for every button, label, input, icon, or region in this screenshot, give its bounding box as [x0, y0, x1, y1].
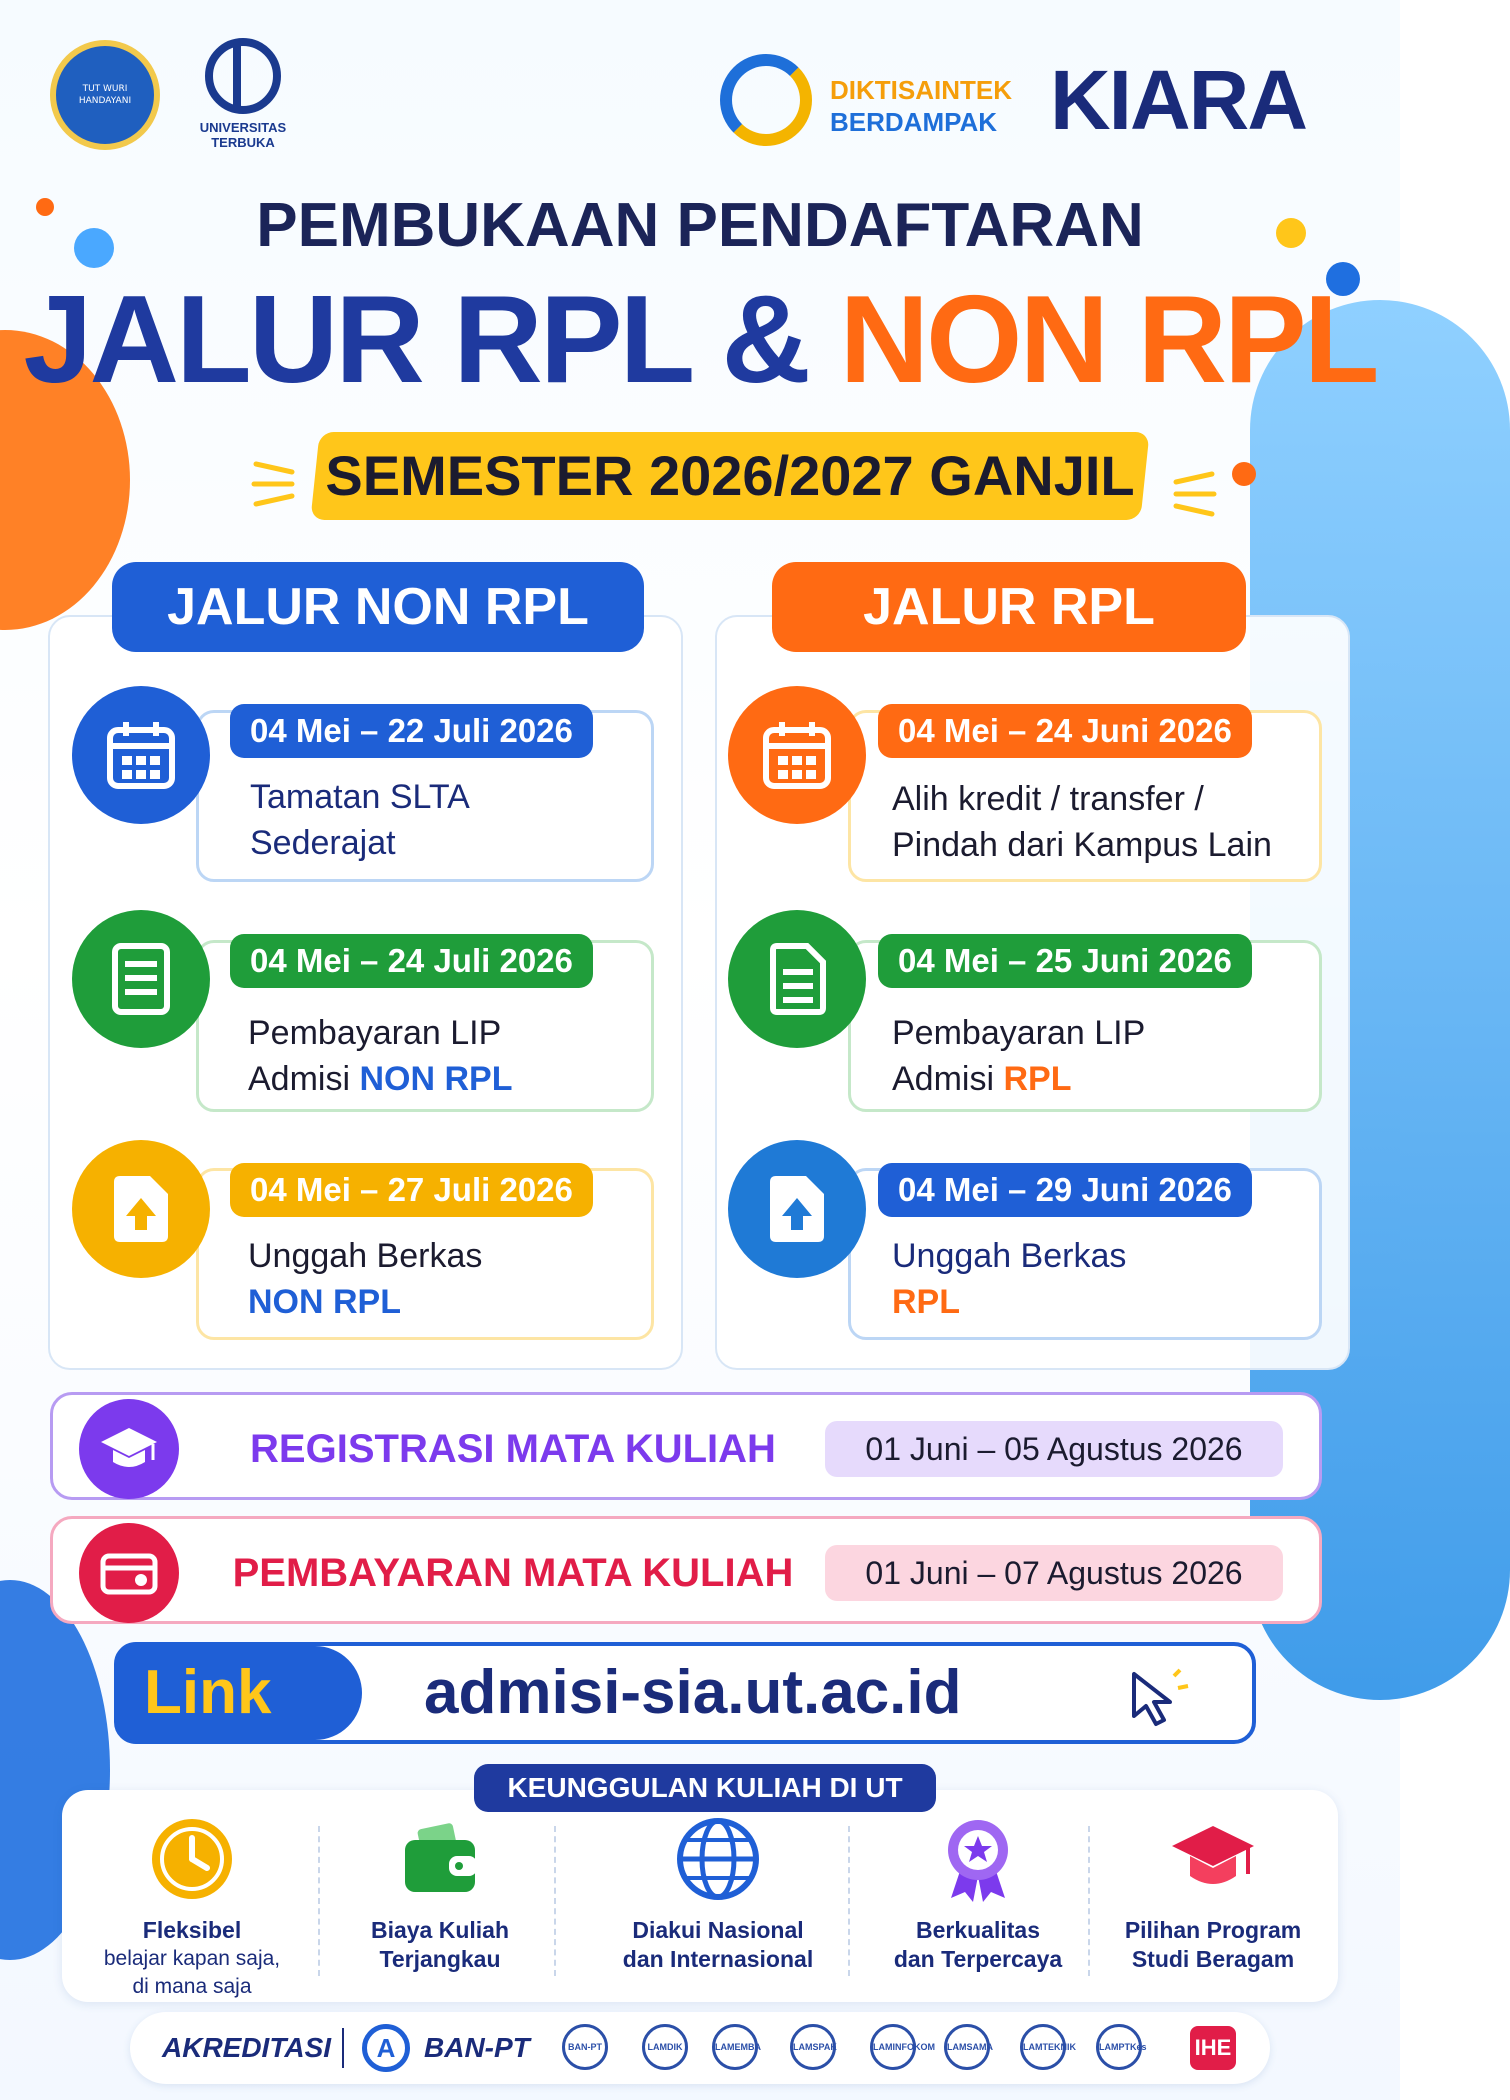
- semester-text: SEMESTER 2026/2027 GANJIL: [325, 444, 1135, 507]
- rpl-desc-3-line2: RPL: [892, 1283, 960, 1321]
- rpl-desc-3-line1: Unggah Berkas: [892, 1237, 1127, 1275]
- clock-icon: [149, 1816, 235, 1902]
- non-rpl-desc-3-line2: NON RPL: [248, 1283, 401, 1321]
- lamspak-logo: LAMSPAK: [790, 2024, 836, 2070]
- non-rpl-desc-2-line1: Pembayaran LIP: [248, 1014, 502, 1052]
- diktisaintek-line2: BERDAMPAK: [830, 107, 998, 137]
- ban-pt-a-icon: A: [362, 2024, 410, 2072]
- lamsama-logo: LAMSAMA: [944, 2024, 990, 2070]
- feature-diakui-line2: dan Internasional: [622, 1946, 814, 1972]
- feature-biaya-title: [330, 1916, 550, 1974]
- non-rpl-desc-1-line1: Tamatan SLTA: [250, 778, 470, 816]
- feature-diakui: [588, 1816, 848, 1974]
- rpl-desc-2-line1: Pembayaran LIP: [892, 1014, 1146, 1052]
- link-url[interactable]: admisi-sia.ut.ac.id: [424, 1658, 962, 1727]
- feature-berkualitas-title: [868, 1916, 1088, 1974]
- non-rpl-desc-2-admisi: Admisi: [248, 1060, 360, 1098]
- kiara-logo: KIARA: [1050, 53, 1306, 147]
- document-icon: [728, 910, 866, 1048]
- cursor-icon: [1128, 1668, 1192, 1728]
- link-label: Link: [144, 1658, 272, 1727]
- akreditasi-bar: [130, 2012, 1270, 2084]
- rpl-heading: JALUR RPL: [772, 562, 1246, 652]
- non-rpl-desc-3-line1: Unggah Berkas: [248, 1237, 483, 1275]
- sparkle-right-icon: [1162, 460, 1222, 520]
- calendar-icon: [728, 686, 866, 824]
- divider: [318, 1826, 320, 1976]
- document-icon: [72, 910, 210, 1048]
- lamdik-logo: LAMDIK: [642, 2024, 688, 2070]
- lamptkes-logo: LAMPTKes: [1096, 2024, 1142, 2070]
- emblem-motto: TUT WURI HANDAYANI: [78, 84, 132, 106]
- feature-pilihan-program: [1098, 1816, 1328, 1974]
- lamteknik-logo: LAMTEKNIK: [1020, 2024, 1066, 2070]
- non-rpl-date-1: 04 Mei – 22 Juli 2026: [230, 704, 593, 758]
- feature-fleksibel-sub2: di mana saja: [132, 1975, 252, 1998]
- ban-pt-label: BAN-PT: [424, 2032, 530, 2063]
- keunggulan-panel: [62, 1790, 1338, 2002]
- graduation-cap-icon: [1170, 1816, 1256, 1902]
- headline-jalur-rpl: JALUR RPL &: [23, 271, 840, 409]
- feature-fleksibel-title: Fleksibel: [142, 1917, 242, 1943]
- rpl-date-3: 04 Mei – 29 Juni 2026: [878, 1163, 1252, 1217]
- registrasi-label: REGISTRASI MATA KULIAH: [250, 1427, 776, 1471]
- pembayaran-date: 01 Juni – 07 Agustus 2026: [825, 1545, 1283, 1601]
- rpl-desc-2-line2: [892, 1056, 1145, 1102]
- rpl-date-1: 04 Mei – 24 Juni 2026: [878, 704, 1252, 758]
- tut-wuri-handayani-emblem: [50, 40, 160, 150]
- non-rpl-desc-1-line2: Sederajat: [250, 824, 396, 862]
- payment-card-icon: [79, 1523, 179, 1623]
- graduation-cap-icon: [79, 1399, 179, 1499]
- rpl-desc-1: [892, 776, 1272, 868]
- rpl-desc-2: [892, 1010, 1145, 1102]
- diktisaintek-text: [830, 74, 1012, 138]
- akreditasi-label: AKREDITASI: [162, 2032, 332, 2063]
- diktisaintek-logo: [720, 50, 1020, 150]
- rpl-date-2: 04 Mei – 25 Juni 2026: [878, 934, 1252, 988]
- sparkle-left-icon: [246, 450, 306, 510]
- decor-dot: [1232, 462, 1256, 486]
- upload-icon: [72, 1140, 210, 1278]
- feature-fleksibel: [82, 1816, 302, 2001]
- non-rpl-date-3: 04 Mei – 27 Juli 2026: [230, 1163, 593, 1217]
- wallet-icon: [397, 1816, 483, 1902]
- globe-icon: [675, 1816, 761, 1902]
- feature-berkualitas-line1: Berkualitas: [915, 1917, 1040, 1943]
- non-rpl-desc-1: [250, 774, 470, 866]
- lamemba-logo: LAMEMBA: [712, 2024, 758, 2070]
- headline-jalur: [0, 270, 1400, 410]
- non-rpl-desc-2-tag: NON RPL: [359, 1060, 513, 1098]
- diktisaintek-line1: DIKTISAINTEK: [830, 75, 1012, 105]
- non-rpl-heading: JALUR NON RPL: [112, 562, 644, 652]
- headline-non-rpl: NON RPL: [839, 271, 1377, 409]
- keunggulan-heading: KEUNGGULAN KULIAH DI UT: [474, 1764, 936, 1812]
- pembayaran-band: [50, 1516, 1322, 1624]
- feature-fleksibel-sub1: belajar kapan saja,: [103, 1947, 281, 1970]
- feature-pilihan-line1: Pilihan Program: [1124, 1917, 1302, 1943]
- non-rpl-date-2: 04 Mei – 24 Juli 2026: [230, 934, 593, 988]
- rpl-desc-3: [892, 1233, 1126, 1325]
- calendar-icon: [72, 686, 210, 824]
- rpl-desc-1-line1: Alih kredit / transfer /: [892, 780, 1204, 818]
- pembayaran-label: PEMBAYARAN MATA KULIAH: [232, 1551, 794, 1595]
- feature-pilihan-line2: Studi Beragam: [1131, 1946, 1295, 1972]
- divider: [848, 1826, 850, 1976]
- ban-pt-logo: BAN-PT: [562, 2024, 608, 2070]
- non-rpl-desc-2: [248, 1010, 512, 1102]
- feature-biaya-line2: Terjangkau: [379, 1946, 501, 1972]
- ut-name: UNIVERSITAS TERBUKA: [199, 120, 287, 150]
- non-rpl-desc-2-line2: [248, 1056, 512, 1102]
- feature-biaya-line1: Biaya Kuliah: [370, 1917, 510, 1943]
- divider: [554, 1826, 556, 1976]
- rpl-desc-2-admisi: Admisi: [892, 1060, 1004, 1098]
- headline-pembukaan: PEMBUKAAN PENDAFTARAN: [256, 191, 1144, 260]
- universitas-terbuka-logo: [168, 38, 318, 158]
- link-tag: [118, 1646, 362, 1740]
- ut-mark-icon: [205, 38, 281, 114]
- feature-diakui-title: [588, 1916, 848, 1974]
- feature-biaya: [330, 1816, 550, 1974]
- divider: [1088, 1826, 1090, 1976]
- feature-berkualitas: [868, 1816, 1088, 1974]
- upload-icon: [728, 1140, 866, 1278]
- rpl-desc-1-line2: Pindah dari Kampus Lain: [892, 826, 1272, 864]
- logo-row: [0, 0, 1400, 170]
- laminfokom-logo: LAMINFOKOM: [870, 2024, 916, 2070]
- medal-icon: [935, 1816, 1021, 1902]
- rpl-desc-2-tag: RPL: [1003, 1060, 1072, 1098]
- ihe-logo: IHE: [1190, 2026, 1236, 2070]
- registrasi-date: 01 Juni – 05 Agustus 2026: [825, 1421, 1283, 1477]
- diktisaintek-swirl-icon: [720, 54, 812, 146]
- feature-diakui-line1: Diakui Nasional: [632, 1917, 804, 1943]
- non-rpl-desc-3: [248, 1233, 482, 1325]
- divider: [342, 2028, 344, 2068]
- registration-link[interactable]: [114, 1642, 1256, 1744]
- feature-pilihan-title: [1098, 1916, 1328, 1974]
- feature-berkualitas-line2: dan Terpercaya: [893, 1946, 1063, 1972]
- semester-banner: [310, 432, 1149, 520]
- registrasi-band: [50, 1392, 1322, 1500]
